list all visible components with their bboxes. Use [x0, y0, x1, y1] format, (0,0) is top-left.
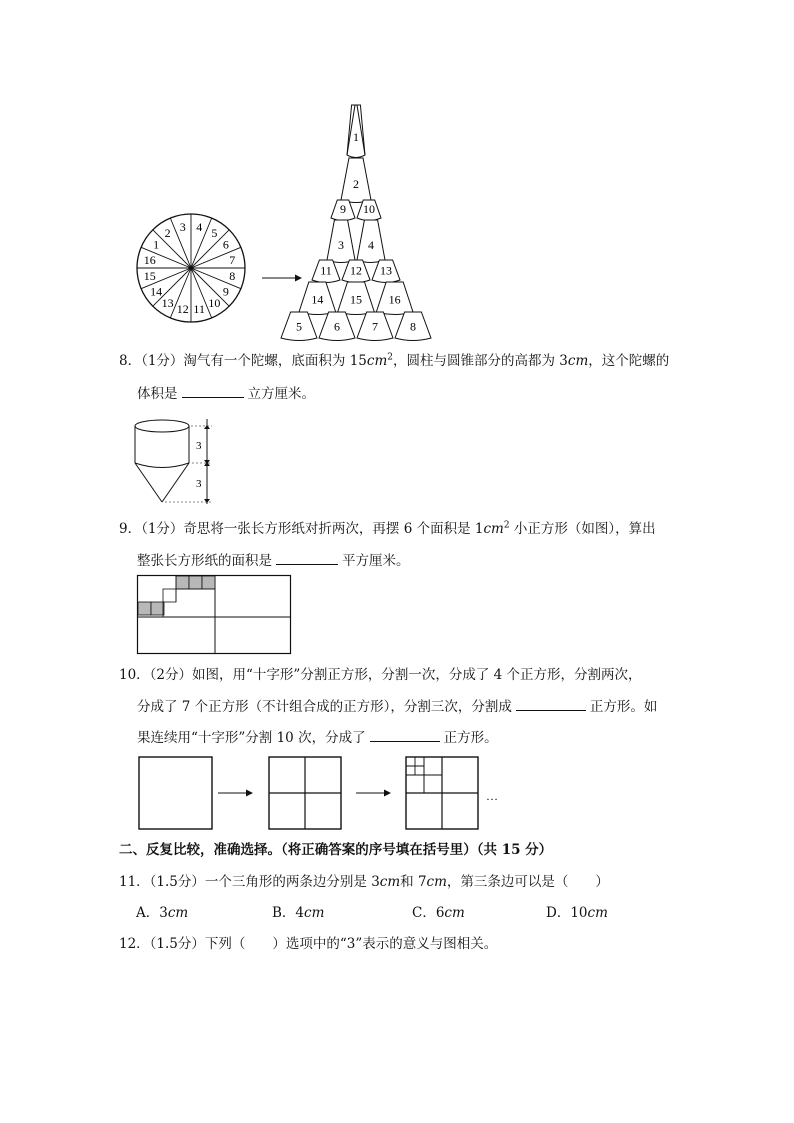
cone-label: 3 [338, 237, 344, 252]
wheel-sector-label: 1 [153, 237, 160, 252]
q11-option-b[interactable]: B．4cm [272, 905, 325, 921]
cone-label: 7 [372, 319, 378, 334]
wheel-sector-label: 10 [208, 295, 221, 310]
wheel-sector-label: 11 [193, 302, 205, 317]
section-2-title: 二、反复比较，准确选择。（将正确答案的序号填在括号里）（共 15 分） [119, 842, 553, 858]
q11-stem: 11．（1.5分）一个三角形的两条边分别是 3cm和 7cm，第三条边可以是（ ） [119, 874, 609, 890]
arrow-right-icon [262, 275, 302, 282]
cone-label: 15 [350, 292, 362, 307]
top-figure [130, 100, 416, 342]
q9-line2: 整张长方形纸的面积是 平方厘米。 [137, 550, 410, 571]
q10-line3: 果连续用“十字形”分割 10 次，分成了 正方形。 [137, 727, 498, 748]
q10-line1: 10．（2分）如图，用“十字形”分割正方形，分割一次，分成了 4 个正方形，分割两次， [119, 667, 642, 683]
q11-option-d[interactable]: D．10cm [546, 905, 608, 921]
q9-answer-blank[interactable] [276, 550, 338, 565]
cone-label: 12 [350, 263, 362, 278]
wheel-sector-label: 14 [150, 284, 163, 299]
wheel-sector-label: 5 [211, 226, 218, 241]
cone-label: 1 [353, 130, 359, 144]
cone-label: 4 [368, 237, 374, 252]
cone-label: 9 [340, 201, 346, 216]
arrow-right-icon [356, 790, 391, 797]
q9-line1: 9．（1分）奇思将一张长方形纸对折两次，再摆 6 个面积是 $1cm^2$ 小正方形（如图），算出 [119, 520, 656, 537]
q8-answer-blank[interactable] [182, 383, 244, 398]
sector-wheel [137, 214, 245, 322]
cone-label: 2 [353, 177, 359, 192]
wheel-sector-label: 8 [229, 269, 236, 284]
wheel-sector-label: 15 [143, 269, 156, 284]
square-division-figure [136, 754, 516, 832]
height-label-cylinder: 3 [196, 440, 202, 452]
ellipsis-text: … [486, 789, 498, 803]
arrow-right-icon [218, 790, 253, 797]
cone-label: 6 [334, 319, 340, 334]
q8-line1: 8．（1分）淘气有一个陀螺，底面积为 $15cm^2$，圆柱与圆锥部分的高都为 3cm，这个陀螺的 [119, 352, 670, 369]
wheel-sector-label: 12 [176, 302, 189, 317]
folded-paper-figure [136, 574, 294, 656]
cone-label: 5 [296, 319, 302, 334]
spinning-top-figure [132, 416, 222, 508]
q11-option-a[interactable]: A．3cm [136, 905, 189, 921]
wheel-sector-label: 4 [196, 219, 203, 234]
cone-label: 11 [320, 263, 332, 278]
wheel-sector-label: 9 [222, 284, 229, 299]
wheel-sector-label: 6 [222, 237, 229, 252]
wheel-sector-label: 7 [229, 252, 236, 267]
q10-answer-blank-1[interactable] [516, 696, 586, 711]
q12-stem: 12．（1.5分）下列（ ）选项中的“3”表示的意义与图相关。 [119, 936, 498, 952]
q10-line2: 分成了 7 个正方形（不计组合成的正方形），分割三次，分割成 正方形。如 [137, 696, 657, 717]
cone-label: 13 [380, 263, 392, 278]
cone-label: 14 [311, 292, 324, 307]
q8-line2: 体积是 立方厘米。 [137, 383, 315, 404]
cone-label: 10 [363, 201, 375, 216]
wheel-sector-label: 2 [164, 226, 171, 241]
wheel-sector-label: 3 [179, 219, 186, 234]
cone-label: 8 [410, 319, 416, 334]
cone-label: 16 [388, 292, 401, 307]
wheel-sector-label: 16 [143, 252, 156, 267]
wheel-sector-label: 13 [161, 295, 174, 310]
height-label-cone: 3 [196, 478, 202, 490]
q11-option-c[interactable]: C．6cm [412, 905, 465, 921]
q10-answer-blank-2[interactable] [370, 727, 440, 742]
